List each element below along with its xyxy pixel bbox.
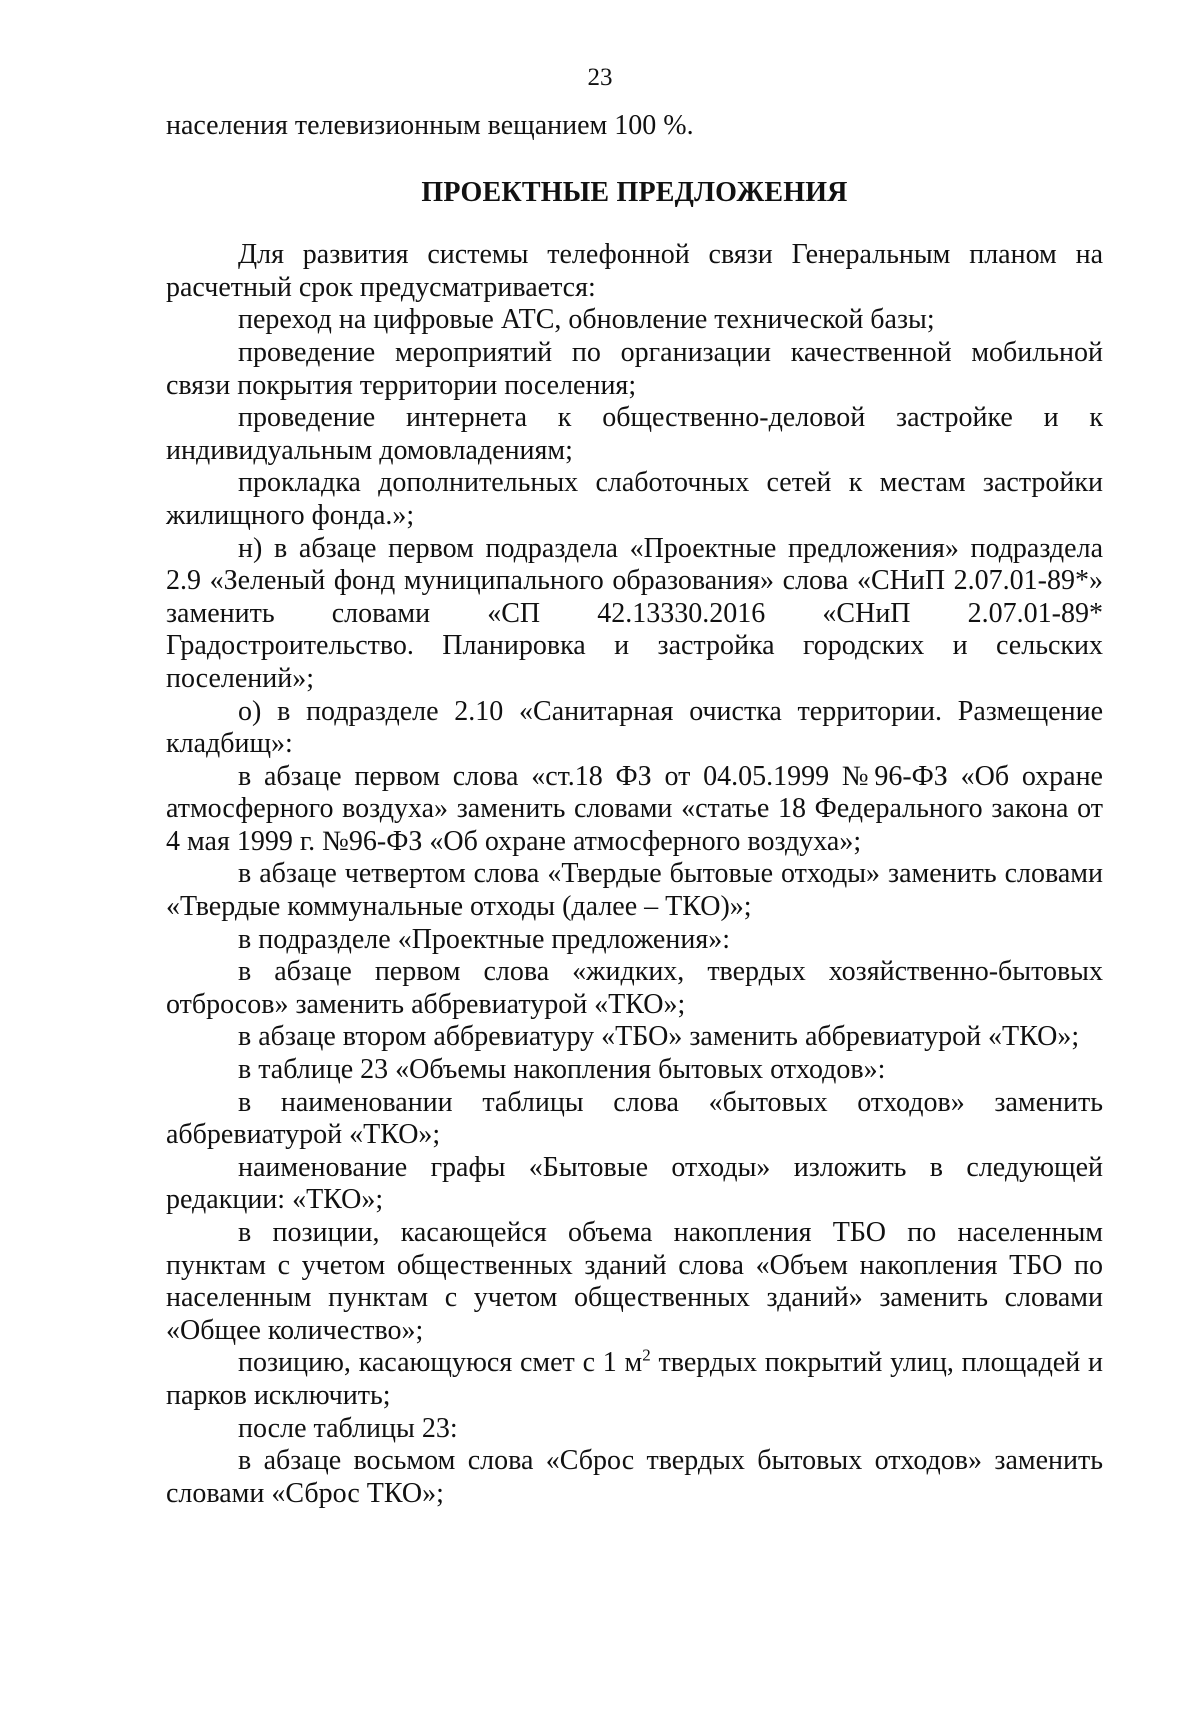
paragraph-3: проведение мероприятий по организации качественной мобильной связи покрытия территории поселения; xyxy=(166,336,1103,401)
paragraph-13: в таблице 23 «Объемы накопления бытовых отходов»: xyxy=(238,1054,886,1086)
page-number: 23 xyxy=(587,64,613,91)
paragraph-17 xyxy=(166,1347,1103,1412)
section-heading: ПРОЕКТНЫЕ ПРЕДЛОЖЕНИЯ xyxy=(421,176,848,208)
paragraph-11: в абзаце первом слова «жидких, твердых хозяйственно-бытовых отбросов» заменить аббревиатурой «ТКО»; xyxy=(166,956,1103,1020)
paragraph-9: в абзаце четвертом слова «Твердые бытовые отходы» заменить словами «Твердые коммунальные отходы (далее – ТКО)»; xyxy=(166,858,1103,923)
paragraph-5: прокладка дополнительных слаботочных сетей к местам застройки жилищного фонда.»; xyxy=(166,467,1103,531)
paragraph-2: переход на цифровые АТС, обновление технической базы; xyxy=(238,304,935,336)
paragraph-19: в абзаце восьмом слова «Сброс твердых бытовых отходов» заменить словами «Сброс ТКО»; xyxy=(166,1445,1103,1509)
paragraph-8: в абзаце первом слова «ст.18 ФЗ от 04.05.1999 №96-ФЗ «Об охране атмосферного воздуха» заменить словами «статье 18 Федерального закона от 4 мая 1999 г. №96-ФЗ «Об охране атмосферного воздуха»; xyxy=(166,760,1103,857)
document-body xyxy=(166,110,1103,1510)
paragraph-17-text-before: позицию, касающуюся смет с 1 м xyxy=(238,1347,643,1379)
paragraph-18: после таблицы 23: xyxy=(238,1412,458,1444)
paragraph-1: Для развития системы телефонной связи Генеральным планом на расчетный срок предусматривается: xyxy=(166,239,1103,303)
paragraph-14: в наименовании таблицы слова «бытовых отходов» заменить аббревиатурой «ТКО»; xyxy=(166,1086,1103,1151)
paragraph-12: в абзаце втором аббревиатуру «ТБО» заменить аббревиатурой «ТКО»; xyxy=(238,1021,1080,1053)
superscript-two: 2 xyxy=(642,1346,651,1366)
paragraph-17-text-after: твердых покрытий улиц, площадей и парков исключить; xyxy=(166,1347,1103,1411)
paragraph-15: наименование графы «Бытовые отходы» изложить в следующей редакции: «ТКО»; xyxy=(166,1151,1103,1216)
paragraph-6: н) в абзаце первом подраздела «Проектные предложения» подраздела 2.9 «Зеленый фонд муниципального образования» слова «СНиП 2.07.01-89*» заменить словами «СП 42.13330.2016 «СНиП 2.07.01-89* Градостроительство. Планировка и застройка городских и сельских поселений»; xyxy=(166,532,1103,694)
paragraph-4: проведение интернета к общественно-деловой застройке и к индивидуальным домовладениям; xyxy=(166,402,1103,466)
paragraph-10: в подразделе «Проектные предложения»: xyxy=(238,923,730,955)
paragraph-16: в позиции, касающейся объема накопления ТБО по населенным пунктам с учетом общественных зданий слова «Объем накопления ТБО по населенным пунктам с учетом общественных зданий» заменить словами «Общее количество»; xyxy=(166,1217,1103,1346)
paragraph-0: населения телевизионным вещанием 100 %. xyxy=(166,110,694,141)
paragraph-7: о) в подразделе 2.10 «Санитарная очистка территории. Размещение кладбищ»: xyxy=(166,695,1103,760)
